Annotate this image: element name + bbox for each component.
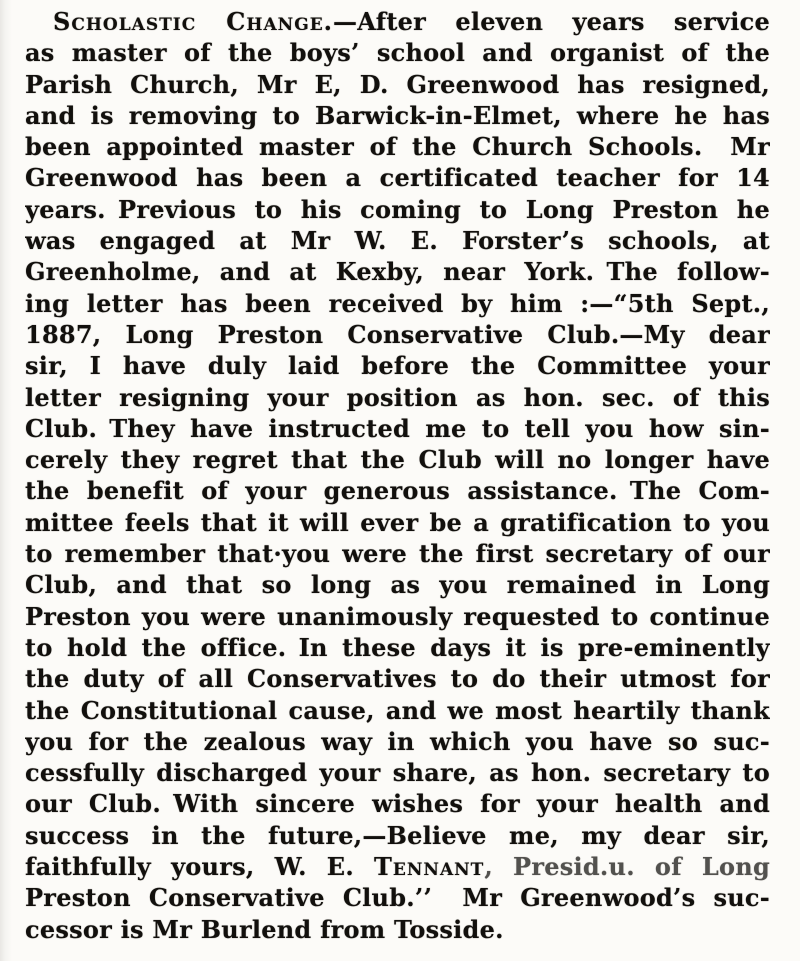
article-line: Greenholme, and at Kexby, near York. The follow- <box>25 257 770 287</box>
article-line-heading <box>25 6 770 37</box>
article-line-last: cessor is Mr Burlend from Tosside. <box>25 914 504 944</box>
signature-prefix: faithfully yours, W. E. <box>25 852 375 882</box>
article-line: the benefit of your generous assistance. The Com- <box>25 476 770 506</box>
article-line: you for the zealous way in which you have so suc- <box>25 726 770 756</box>
article-line: sir, I have duly laid before the Committee your <box>25 351 770 381</box>
signature-suffix: , Presid.u. of Long <box>484 852 770 882</box>
article-line: and is removing to Barwick-in-Elmet, where he has <box>25 100 770 130</box>
article-line: letter resigning your position as hon. sec. of this <box>25 382 770 412</box>
article-line: Greenwood has been a certificated teacher for 14 <box>25 163 770 193</box>
article-line: ing letter has been received by him :—“5th Sept., <box>25 288 770 318</box>
article-line: Preston Conservative Club.’’ Mr Greenwood’s suc- <box>25 883 770 913</box>
article-line: success in the future,—Believe me, my dear sir, <box>25 820 770 850</box>
article-line: 1887, Long Preston Conservative Club.—My dear <box>25 319 770 349</box>
article-line: Parish Church, Mr E, D. Greenwood has resigned, <box>25 69 770 99</box>
article-heading-rest: —After eleven years service <box>333 7 770 36</box>
article-line: mittee feels that it will ever be a gratification to you <box>25 507 770 537</box>
article-line-signature <box>25 851 770 882</box>
signature-name: Tennant <box>374 852 485 882</box>
article-line: to remember that·you were the first secretary of our <box>25 539 770 569</box>
article-line: cessfully discharged your share, as hon. secretary to <box>25 758 770 788</box>
article-headline: Scholastic Change. <box>53 7 334 36</box>
article-line: cerely they regret that the Club will no longer have <box>25 445 770 475</box>
article-line: Club. They have instructed me to tell you how sin- <box>25 413 770 443</box>
article-line: Club, and that so long as you remained in Long <box>25 570 770 600</box>
article-line: our Club. With sincere wishes for your health and <box>25 789 770 819</box>
article-line: to hold the office. In these days it is pre-eminently <box>25 632 770 662</box>
article-line: years. Previous to his coming to Long Preston he <box>25 194 770 224</box>
article-line: Preston you were unanimously requested to continue <box>25 601 770 631</box>
article-line: the duty of all Conservatives to do their utmost for <box>25 664 770 694</box>
article-line: been appointed master of the Church Schools. Mr <box>25 132 770 162</box>
article-line: the Constitutional cause, and we most heartily thank <box>25 695 770 725</box>
article-line: was engaged at Mr W. E. Forster’s schools, at <box>25 226 770 256</box>
article-line: as master of the boys’ school and organist of the <box>25 38 770 68</box>
